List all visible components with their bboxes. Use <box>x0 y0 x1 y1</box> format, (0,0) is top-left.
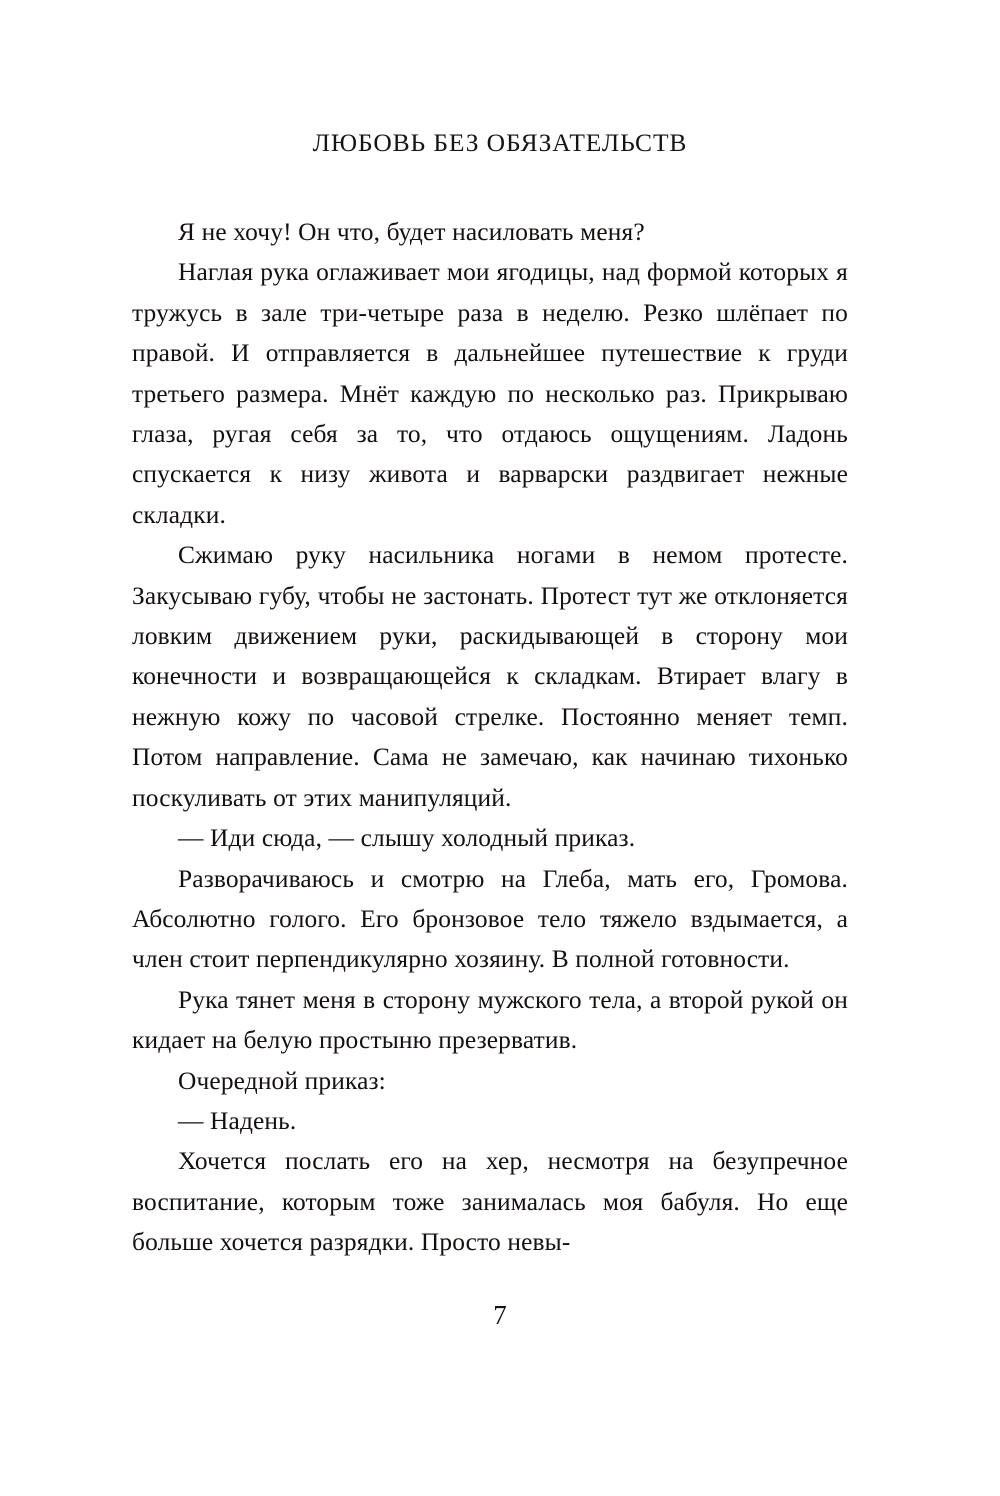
paragraph: Очередной приказ: <box>178 1066 386 1095</box>
paragraph: Я не хочу! Он что, будет насиловать меня? <box>178 218 645 246</box>
paragraph: Хочется послать его на хер, несмотря на безупречное воспитание, которым тоже занималась моя бабуля. Но еще больше хочется разрядки. Просто невы- <box>132 1147 848 1257</box>
paragraph: Рука тянет меня в сторону мужского тела, а второй рукой он кидает на белую простыню презерватив. <box>132 985 848 1055</box>
paragraph: — Надень. <box>178 1106 297 1135</box>
page-body <box>132 212 848 1263</box>
paragraph: — Иди сюда, — слышу холодный приказ. <box>178 824 636 853</box>
paragraph: Наглая рука оглаживает мои ягодицы, над формой которых я тружусь в зале три-четыре раза в неделю. Резко шлёпает по правой. И отправляется в дальнейшее путешествие к груди третьего размера. Мнёт каждую по несколько раз. Прикрываю глаза, ругая себя за то, что отдаюсь ощущениям. Ладонь спускается к низу живота и варварски раздвигает нежные складки. <box>132 258 848 529</box>
paragraph: Разворачиваюсь и смотрю на Глеба, мать его, Громова. Абсолютно голого. Его бронзовое тело тяжело вздымается, а член стоит перпендикулярно хозяину. В полной готовности. <box>132 864 848 974</box>
page-number: 7 <box>493 1300 507 1330</box>
paragraph: Сжимаю руку насильника ногами в немом протесте. Закусываю губу, чтобы не застонать. Протест тут же отклоняется ловким движением руки, раскидывающей в сторону мои конечности и возвращающейся к складкам. Втирает влагу в нежную кожу по часовой стрелке. Постоянно меняет темп. Потом направление. Сама не замечаю, как начинаю тихонько поскуливать от этих манипуляций. <box>132 541 848 812</box>
running-head: ЛЮБОВЬ БЕЗ ОБЯЗАТЕЛЬСТВ <box>312 128 688 157</box>
